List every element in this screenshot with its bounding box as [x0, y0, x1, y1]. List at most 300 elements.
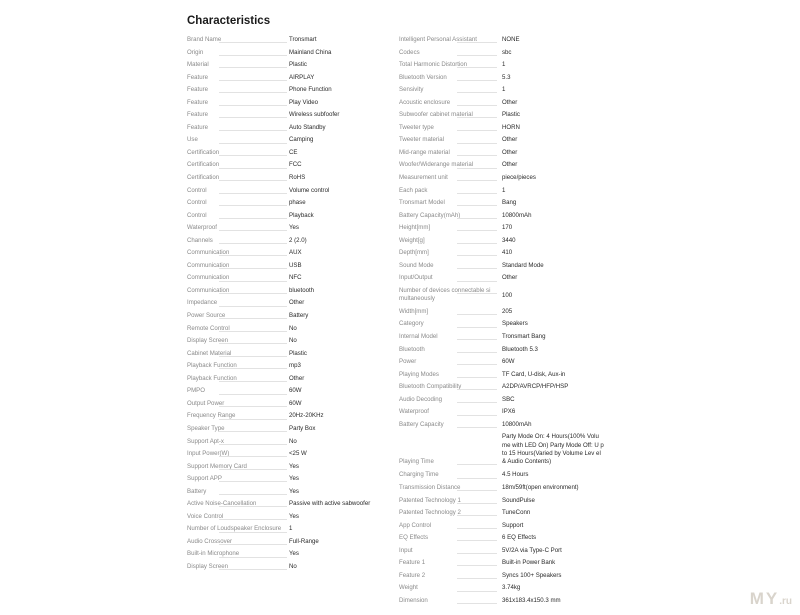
- spec-value: Yes: [289, 487, 299, 495]
- spec-value: Volume control: [289, 186, 330, 194]
- spec-label: Playback Function: [187, 374, 237, 382]
- leader-line: [457, 327, 497, 328]
- spec-label: Tweeter type: [399, 123, 434, 131]
- spec-value: TF Card, U-disk, Aux-in: [502, 370, 566, 378]
- spec-row: [399, 272, 619, 285]
- spec-value: 3.74kg: [502, 584, 521, 592]
- spec-label: Width[mm]: [399, 307, 429, 315]
- spec-value: Party Mode On: 4 Hours(100% Volu me with LED On) Party Mode Off: U p to 15 Hours(Varied by Volume Lev el & Audio Contents): [502, 433, 604, 466]
- spec-label: Power: [399, 358, 417, 366]
- spec-label: Voice Control: [187, 512, 224, 520]
- leader-line: [219, 293, 287, 294]
- spec-label: Dimension: [399, 596, 428, 604]
- spec-value: Yes: [289, 550, 299, 558]
- spec-row: [399, 532, 619, 545]
- leader-line: [219, 168, 287, 169]
- leader-line: [219, 394, 287, 395]
- spec-value: 5.3: [502, 73, 511, 81]
- spec-value: 5V/2A via Type-C Port: [502, 546, 562, 554]
- spec-value: Phone Function: [289, 86, 332, 94]
- spec-label: Certification: [187, 174, 220, 182]
- spec-value: Syncs 100+ Speakers: [502, 571, 562, 579]
- leader-line: [219, 268, 287, 269]
- leader-line: [219, 456, 287, 457]
- spec-row: [187, 448, 387, 461]
- spec-value: 6 EQ Effects: [502, 534, 537, 542]
- spec-value: Battery: [289, 312, 309, 320]
- spec-row: [187, 59, 387, 72]
- spec-value: Party Box: [289, 424, 316, 432]
- spec-label: Total Harmonic Distortion: [399, 61, 468, 69]
- spec-label: Acoustic enclosure: [399, 98, 451, 106]
- spec-row: [187, 97, 387, 110]
- spec-value: Wireless subfoofer: [289, 111, 340, 119]
- spec-label: Channels: [187, 236, 213, 244]
- spec-label: Material: [187, 61, 209, 69]
- spec-label: Sound Mode: [399, 261, 434, 269]
- spec-label: Impedance: [187, 299, 218, 307]
- leader-line: [457, 415, 497, 416]
- spec-row: [187, 134, 387, 147]
- spec-value: Standard Mode: [502, 261, 544, 269]
- spec-row: [399, 419, 619, 432]
- spec-label: Audio Crossover: [187, 537, 233, 545]
- spec-label: EQ Effects: [399, 534, 429, 542]
- spec-row: [399, 369, 619, 382]
- leader-line: [457, 478, 497, 479]
- spec-label: Support APP: [187, 475, 222, 483]
- spec-label: Control: [187, 199, 207, 207]
- spec-row: [399, 185, 619, 198]
- spec-label: Mid-range material: [399, 148, 450, 156]
- spec-label: Codecs: [399, 48, 420, 56]
- spec-label: Communication: [187, 249, 230, 257]
- spec-value: HORN: [502, 123, 520, 131]
- spec-value: Mainland China: [289, 48, 332, 56]
- leader-line: [219, 356, 287, 357]
- leader-line: [457, 591, 497, 592]
- spec-row: [187, 473, 387, 486]
- spec-value: sbc: [502, 48, 512, 56]
- spec-label: Charging Time: [399, 471, 439, 479]
- spec-value: Plastic: [289, 349, 307, 357]
- leader-line: [457, 293, 497, 294]
- spec-row: [399, 394, 619, 407]
- spec-label: Communication: [187, 274, 230, 282]
- spec-label: Input Power(W): [187, 450, 230, 458]
- spec-label: Subwoofer cabinet material: [399, 111, 473, 119]
- spec-label: Tronsmart Model: [399, 199, 445, 207]
- spec-row: [187, 486, 387, 499]
- spec-label: Built-in Microphone: [187, 550, 240, 558]
- leader-line: [219, 218, 287, 219]
- spec-row: [399, 469, 619, 482]
- leader-line: [457, 464, 497, 465]
- leader-line: [219, 180, 287, 181]
- spec-value: IPX6: [502, 408, 516, 416]
- spec-row: [187, 34, 387, 47]
- spec-row: [187, 373, 387, 386]
- spec-row: [187, 159, 387, 172]
- spec-row: [187, 423, 387, 436]
- leader-line: [219, 506, 287, 507]
- leader-line: [219, 243, 287, 244]
- spec-label: Cabinet Material: [187, 349, 232, 357]
- spec-value: Bluetooth 5.3: [502, 345, 538, 353]
- spec-row: [187, 511, 387, 524]
- leader-line: [457, 603, 497, 604]
- leader-line: [457, 105, 497, 106]
- leader-line: [219, 80, 287, 81]
- leader-line: [219, 469, 287, 470]
- leader-line: [219, 55, 287, 56]
- spec-row: [187, 561, 387, 574]
- spec-value: piece/pieces: [502, 174, 536, 182]
- spec-row: [399, 356, 619, 369]
- leader-line: [457, 92, 497, 93]
- spec-label: Playing Time: [399, 458, 434, 466]
- spec-value: No: [289, 324, 297, 332]
- spec-value: Play Video: [289, 98, 319, 106]
- leader-line: [457, 314, 497, 315]
- spec-row: [399, 97, 619, 110]
- spec-label: Power Source: [187, 312, 226, 320]
- spec-label: Communication: [187, 261, 230, 269]
- leader-line: [457, 364, 497, 365]
- spec-label: Feature 2: [399, 571, 426, 579]
- spec-row: [399, 344, 619, 357]
- spec-label: Battery: [187, 487, 207, 495]
- spec-value: Plastic: [289, 61, 307, 69]
- spec-row: [187, 147, 387, 160]
- spec-row: [399, 147, 619, 160]
- leader-line: [457, 130, 497, 131]
- spec-row: [187, 247, 387, 260]
- spec-label: Woofer/Widerange material: [399, 161, 474, 169]
- spec-row: [187, 310, 387, 323]
- spec-row: [187, 185, 387, 198]
- spec-value: 60W: [289, 399, 302, 407]
- spec-value: <25 W: [289, 450, 307, 458]
- spec-row: [187, 172, 387, 185]
- spec-column-right: [399, 34, 619, 607]
- spec-value: Other: [289, 374, 305, 382]
- spec-label: Tweeter material: [399, 136, 445, 144]
- spec-row: [399, 557, 619, 570]
- spec-label: Certification: [187, 148, 220, 156]
- spec-row: [399, 495, 619, 508]
- spec-row: [399, 520, 619, 533]
- spec-label: Patented Technology 2: [399, 509, 461, 517]
- leader-line: [457, 528, 497, 529]
- leader-line: [457, 352, 497, 353]
- leader-line: [219, 569, 287, 570]
- leader-line: [457, 193, 497, 194]
- spec-value: 361x183.4x150.3 mm: [502, 596, 561, 604]
- spec-value: Camping: [289, 136, 314, 144]
- spec-value: Other: [502, 274, 518, 282]
- spec-value: AUX: [289, 249, 302, 257]
- leader-line: [219, 42, 287, 43]
- spec-value: Yes: [289, 224, 299, 232]
- leader-line: [219, 368, 287, 369]
- spec-label: Support Memory Card: [187, 462, 247, 470]
- spec-label: Control: [187, 211, 207, 219]
- spec-row: [187, 297, 387, 310]
- spec-row: [187, 47, 387, 60]
- leader-line: [457, 168, 497, 169]
- spec-label: Height[mm]: [399, 224, 431, 232]
- leader-line: [457, 281, 497, 282]
- spec-value: No: [289, 437, 297, 445]
- spec-label: Internal Model: [399, 333, 438, 341]
- spec-row: [399, 172, 619, 185]
- spec-value: Full-Range: [289, 537, 319, 545]
- spec-value: Speakers: [502, 320, 528, 328]
- spec-value: TuneConn: [502, 509, 531, 517]
- leader-line: [457, 230, 497, 231]
- spec-label: Brand Name: [187, 36, 222, 43]
- leader-line: [219, 431, 287, 432]
- spec-label: Measurement unit: [399, 174, 448, 182]
- spec-value: No: [289, 337, 297, 345]
- spec-value: phase: [289, 199, 306, 207]
- spec-row: [399, 482, 619, 495]
- spec-value: RoHS: [289, 174, 306, 182]
- spec-row: [187, 260, 387, 273]
- spec-value: Passive with active sabwoofer: [289, 500, 371, 508]
- spec-row: [187, 461, 387, 474]
- spec-value: mp3: [289, 362, 301, 370]
- spec-label: Patented Technology 1: [399, 496, 461, 504]
- leader-line: [457, 117, 497, 118]
- spec-label: Feature: [187, 86, 209, 94]
- spec-row: [187, 222, 387, 235]
- leader-line: [219, 481, 287, 482]
- spec-label: Playing Modes: [399, 370, 439, 378]
- leader-line: [457, 540, 497, 541]
- leader-line: [219, 130, 287, 131]
- spec-column-left: [187, 34, 387, 574]
- spec-value: 1: [502, 186, 506, 194]
- spec-row: [187, 523, 387, 536]
- leader-line: [457, 268, 497, 269]
- leader-line: [457, 503, 497, 504]
- leader-line: [219, 406, 287, 407]
- leader-line: [219, 67, 287, 68]
- spec-row: [399, 197, 619, 210]
- spec-label: Waterproof: [187, 224, 217, 232]
- spec-label: Feature 1: [399, 559, 426, 567]
- spec-row: [399, 570, 619, 583]
- spec-row: [187, 398, 387, 411]
- spec-row: [187, 197, 387, 210]
- leader-line: [457, 553, 497, 554]
- spec-row: [187, 436, 387, 449]
- spec-row: [399, 285, 619, 306]
- spec-label: Transmission Distance: [399, 483, 461, 491]
- spec-row: [187, 498, 387, 511]
- spec-row: [399, 381, 619, 394]
- leader-line: [457, 402, 497, 403]
- spec-value: USB: [289, 261, 302, 269]
- spec-value: 1: [289, 525, 293, 533]
- spec-label: Input/Output: [399, 274, 433, 282]
- leader-line: [457, 339, 497, 340]
- spec-label: Frequency Range: [187, 412, 236, 420]
- page-title: Characteristics: [187, 15, 271, 27]
- spec-label: PMPO: [187, 387, 205, 395]
- spec-label: Number of devices connectable si multaneously: [399, 286, 491, 303]
- spec-label: Sensivity: [399, 86, 424, 94]
- leader-line: [457, 515, 497, 516]
- spec-row: [187, 84, 387, 97]
- spec-label: Input: [399, 546, 413, 554]
- leader-line: [219, 343, 287, 344]
- spec-label: Battery Capacity(mAh): [399, 211, 461, 219]
- leader-line: [219, 255, 287, 256]
- spec-row: [399, 47, 619, 60]
- spec-row: [187, 536, 387, 549]
- spec-value: SBC: [502, 395, 515, 403]
- spec-row: [399, 318, 619, 331]
- leader-line: [219, 193, 287, 194]
- leader-line: [219, 205, 287, 206]
- leader-line: [457, 180, 497, 181]
- spec-label: Each pack: [399, 186, 428, 194]
- spec-row: [187, 385, 387, 398]
- spec-row: [399, 134, 619, 147]
- spec-value: 2 (2.0): [289, 236, 307, 244]
- leader-line: [457, 243, 497, 244]
- spec-label: Feature: [187, 73, 209, 81]
- spec-label: Battery Capacity: [399, 420, 444, 428]
- watermark-logo: MY.ru: [749, 589, 792, 608]
- leader-line: [219, 444, 287, 445]
- spec-value: Other: [502, 136, 518, 144]
- leader-line: [457, 67, 497, 68]
- leader-line: [219, 155, 287, 156]
- spec-row: [399, 545, 619, 558]
- spec-label: Feature: [187, 123, 209, 131]
- spec-row: [187, 548, 387, 561]
- spec-label: Display Screen: [187, 337, 228, 345]
- leader-line: [457, 143, 497, 144]
- spec-value: CE: [289, 148, 298, 156]
- leader-line: [219, 381, 287, 382]
- spec-value: Other: [502, 161, 518, 169]
- spec-value: Tronsmart Bang: [502, 333, 546, 341]
- spec-label: Feature: [187, 111, 209, 119]
- spec-label: Remote Control: [187, 324, 230, 332]
- spec-row: [399, 595, 619, 608]
- leader-line: [219, 105, 287, 106]
- spec-row: [399, 306, 619, 319]
- spec-value: FCC: [289, 161, 302, 169]
- spec-value: 10800mAh: [502, 211, 532, 219]
- leader-line: [219, 306, 287, 307]
- spec-value: Other: [502, 148, 518, 156]
- spec-row: [399, 247, 619, 260]
- leader-line: [219, 532, 287, 533]
- spec-value: Yes: [289, 462, 299, 470]
- leader-line: [457, 565, 497, 566]
- leader-line: [457, 55, 497, 56]
- spec-value: 60W: [289, 387, 302, 395]
- spec-value: 100: [502, 291, 513, 299]
- spec-label: Speaker Type: [187, 424, 225, 432]
- leader-line: [219, 230, 287, 231]
- spec-value: bluetooth: [289, 286, 315, 294]
- leader-line: [219, 281, 287, 282]
- spec-value: 4.5 Hours: [502, 471, 529, 479]
- spec-row: [399, 59, 619, 72]
- spec-value: Built-in Power Bank: [502, 559, 556, 567]
- leader-line: [219, 318, 287, 319]
- spec-value: Tronsmart: [289, 36, 317, 43]
- spec-row: [187, 235, 387, 248]
- spec-row: [399, 122, 619, 135]
- spec-value: Plastic: [502, 111, 520, 119]
- spec-value: 205: [502, 307, 513, 315]
- spec-value: 60W: [502, 358, 515, 366]
- spec-label: Weight[g]: [399, 236, 425, 244]
- spec-label: Active Noise-Cancellation: [187, 500, 257, 508]
- spec-label: Output Power: [187, 399, 225, 407]
- leader-line: [457, 80, 497, 81]
- spec-row: [187, 72, 387, 85]
- leader-line: [457, 255, 497, 256]
- spec-row: [399, 582, 619, 595]
- spec-label: Audio Decoding: [399, 395, 443, 403]
- spec-row: [187, 410, 387, 423]
- leader-line: [457, 490, 497, 491]
- spec-value: Yes: [289, 512, 299, 520]
- leader-line: [219, 544, 287, 545]
- spec-label: App Control: [399, 521, 432, 529]
- spec-value: SoundPulse: [502, 496, 535, 504]
- spec-row: [399, 72, 619, 85]
- leader-line: [219, 143, 287, 144]
- leader-line: [457, 42, 497, 43]
- spec-label: Display Screen: [187, 562, 228, 570]
- spec-row: [187, 109, 387, 122]
- spec-label: Weight: [399, 584, 418, 592]
- spec-value: Other: [502, 98, 518, 106]
- spec-value: 20Hz-20KHz: [289, 412, 324, 420]
- spec-label: Control: [187, 186, 207, 194]
- leader-line: [457, 155, 497, 156]
- spec-value: A2DP/AVRCP/HFP/HSP: [502, 383, 569, 391]
- spec-value: 410: [502, 249, 513, 257]
- spec-row: [187, 210, 387, 223]
- spec-value: Yes: [289, 475, 299, 483]
- spec-row: [399, 84, 619, 97]
- leader-line: [219, 557, 287, 558]
- leader-line: [219, 494, 287, 495]
- spec-value: NONE: [502, 36, 520, 43]
- spec-row: [399, 431, 619, 469]
- spec-row: [187, 272, 387, 285]
- leader-line: [219, 92, 287, 93]
- spec-row: [399, 235, 619, 248]
- leader-line: [457, 578, 497, 579]
- spec-row: [187, 335, 387, 348]
- leader-line: [219, 117, 287, 118]
- spec-row: [399, 34, 619, 47]
- spec-label: Use: [187, 136, 198, 144]
- leader-line: [219, 419, 287, 420]
